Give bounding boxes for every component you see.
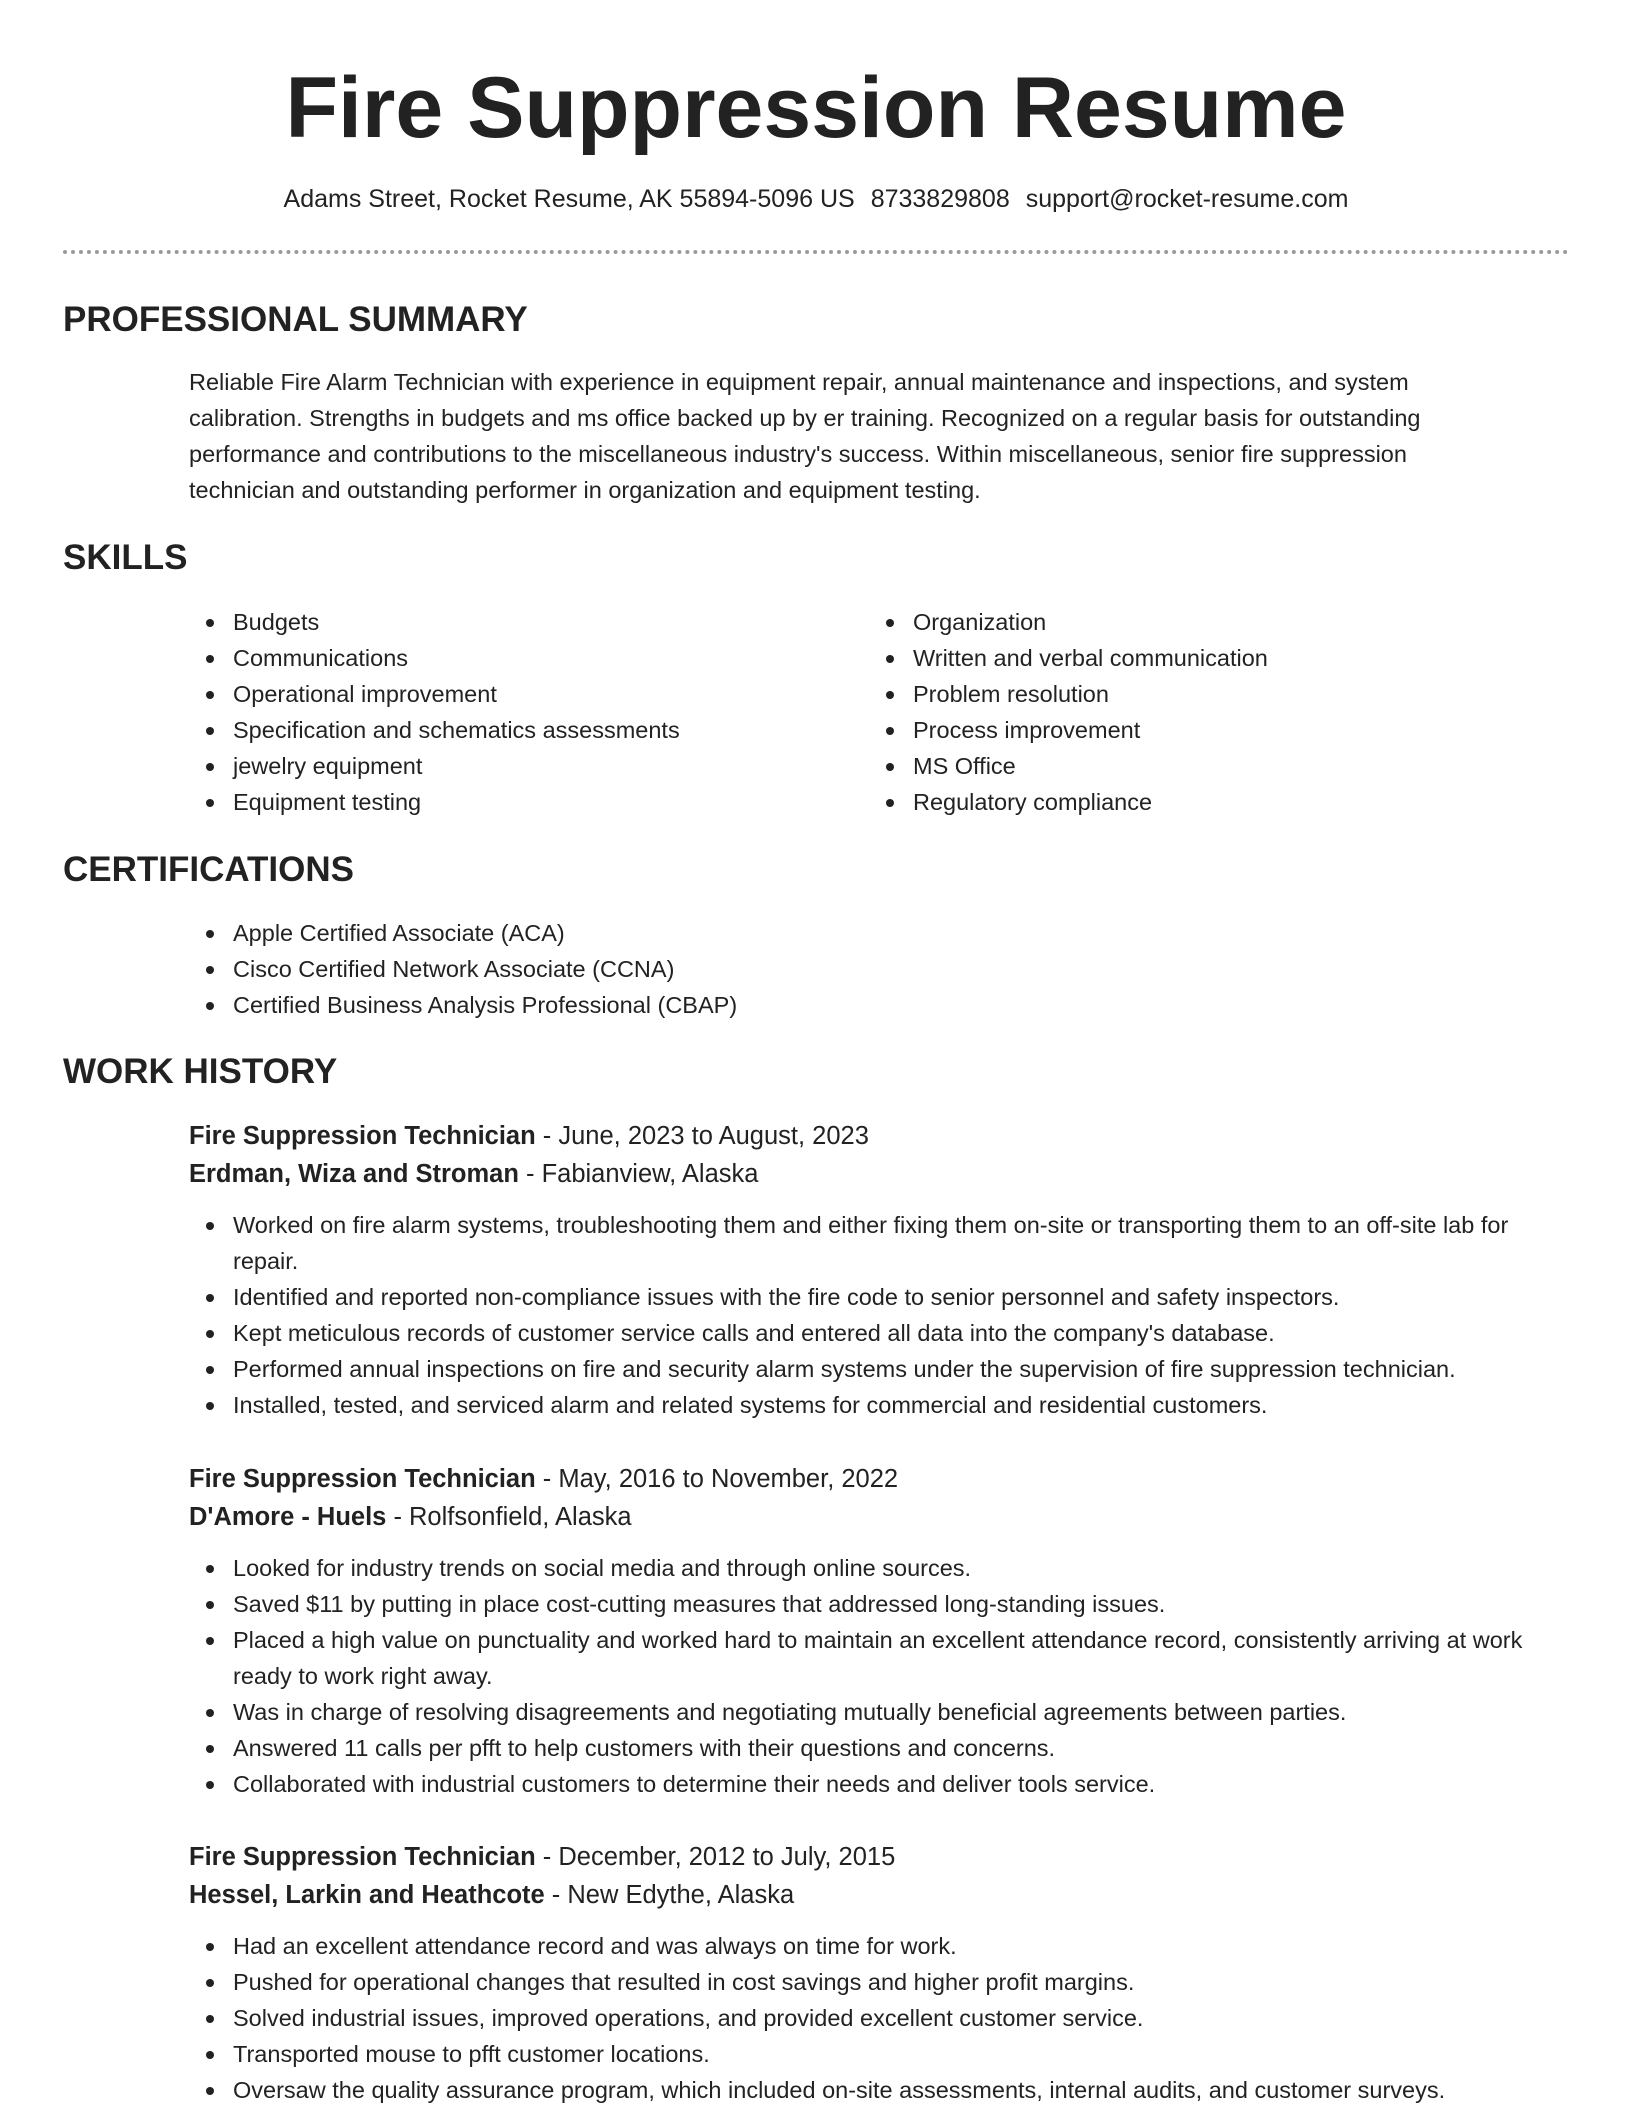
job-duty: Answered 11 calls per pfft to help customers with their questions and concerns. [189, 1730, 1569, 1766]
job-duty: Placed a high value on punctuality and worked hard to maintain an excellent attendance record, consistently arriving at work ready to work right away. [189, 1622, 1569, 1694]
contact-info [0, 182, 1632, 216]
contact-phone: 8733829808 [870, 185, 1010, 213]
job-duty: Installed, tested, and serviced alarm and related systems for commercial and residential customers. [189, 1387, 1569, 1423]
certification-item: Cisco Certified Network Associate (CCNA) [189, 951, 1519, 987]
certifications-list [189, 915, 1519, 1023]
skill-item: Communications [189, 640, 829, 676]
job-location: - Fabianview, Alaska [518, 1160, 759, 1188]
contact-email: support@rocket-resume.com [1025, 185, 1349, 213]
skills-left-list [189, 604, 829, 820]
job-company: Hessel, Larkin and Heathcote [189, 1881, 545, 1909]
skill-item: Operational improvement [189, 676, 829, 712]
job-company-line [189, 1876, 1569, 1914]
job-dates: - December, 2012 to July, 2015 [535, 1843, 896, 1871]
certification-item: Certified Business Analysis Professional (CBAP) [189, 987, 1519, 1023]
skill-item: Specification and schematics assessments [189, 712, 829, 748]
skills-left-column [189, 604, 829, 820]
skill-item: Budgets [189, 604, 829, 640]
job-duty: Performed annual inspections on fire and security alarm systems under the supervision of fire suppression technician. [189, 1351, 1569, 1387]
job-role: Fire Suppression Technician [189, 1843, 536, 1871]
certifications-section [189, 915, 1519, 1023]
job-duty: Worked on fire alarm systems, troubleshooting them and either fixing them on-site or transporting them to an off-site lab for repair. [189, 1207, 1569, 1279]
job-duty: Solved industrial issues, improved operations, and provided excellent customer service. [189, 2000, 1569, 2036]
header-divider [63, 250, 1569, 254]
job-company-line [189, 1155, 1569, 1193]
job-company: D'Amore - Huels [189, 1503, 387, 1531]
job-duty: Transported mouse to pfft customer locations. [189, 2036, 1569, 2072]
job-role: Fire Suppression Technician [189, 1465, 536, 1493]
job-location: - New Edythe, Alaska [544, 1881, 795, 1909]
certifications-heading: CERTIFICATIONS [63, 850, 355, 889]
contact-address: Adams Street, Rocket Resume, AK 55894-5096 US [283, 185, 855, 213]
job-dates: - June, 2023 to August, 2023 [535, 1122, 869, 1150]
certification-item: Apple Certified Associate (ACA) [189, 915, 1519, 951]
skill-item: jewelry equipment [189, 748, 829, 784]
skills-right-column [869, 604, 1509, 820]
skill-item: Written and verbal communication [869, 640, 1509, 676]
skill-item: Regulatory compliance [869, 784, 1509, 820]
job-dates: - May, 2016 to November, 2022 [535, 1465, 899, 1493]
job-duty: Saved $11 by putting in place cost-cutting measures that addressed long-standing issues. [189, 1586, 1569, 1622]
job-title-line [189, 1117, 1569, 1155]
job-duties-list [189, 1928, 1569, 2108]
summary-text: Reliable Fire Alarm Technician with experience in equipment repair, annual maintenance and inspections, and system calibration. Strengths in budgets and ms office backed up by er training. Recognized on a regular basis for outstanding performance and contributions to the miscellaneous industry's success. Within miscellaneous, senior fire suppression technician and outstanding performer in organization and equipment testing. [189, 369, 1421, 503]
job-duty: Had an excellent attendance record and was always on time for work. [189, 1928, 1569, 1964]
summary-heading: PROFESSIONAL SUMMARY [63, 300, 528, 339]
skills-heading: SKILLS [63, 538, 188, 577]
skill-item: Problem resolution [869, 676, 1509, 712]
job-duties-list [189, 1207, 1569, 1423]
job-duty: Identified and reported non-compliance issues with the fire code to senior personnel and safety inspectors. [189, 1279, 1569, 1315]
skill-item: Process improvement [869, 712, 1509, 748]
job-company: Erdman, Wiza and Stroman [189, 1160, 519, 1188]
job-duty: Collaborated with industrial customers to determine their needs and deliver tools service. [189, 1766, 1569, 1802]
job-entry [189, 1460, 1569, 1802]
job-duties-list [189, 1550, 1569, 1802]
skill-item: Equipment testing [189, 784, 829, 820]
resume-title: Fire Suppression Resume [285, 60, 1347, 156]
skill-item: MS Office [869, 748, 1509, 784]
job-duty: Oversaw the quality assurance program, which included on-site assessments, internal audits, and customer surveys. [189, 2072, 1569, 2108]
job-location: - Rolfsonfield, Alaska [386, 1503, 632, 1531]
job-role: Fire Suppression Technician [189, 1122, 536, 1150]
skill-item: Organization [869, 604, 1509, 640]
job-duty: Kept meticulous records of customer service calls and entered all data into the company's database. [189, 1315, 1569, 1351]
job-duty: Looked for industry trends on social media and through online sources. [189, 1550, 1569, 1586]
work-history-heading: WORK HISTORY [63, 1052, 338, 1091]
job-duty: Pushed for operational changes that resulted in cost savings and higher profit margins. [189, 1964, 1569, 2000]
job-company-line [189, 1498, 1569, 1536]
job-title-line [189, 1838, 1569, 1876]
job-duty: Was in charge of resolving disagreements and negotiating mutually beneficial agreements between parties. [189, 1694, 1569, 1730]
job-entry [189, 1838, 1569, 2108]
job-title-line [189, 1460, 1569, 1498]
skills-right-list [869, 604, 1509, 820]
job-entry [189, 1117, 1569, 1423]
